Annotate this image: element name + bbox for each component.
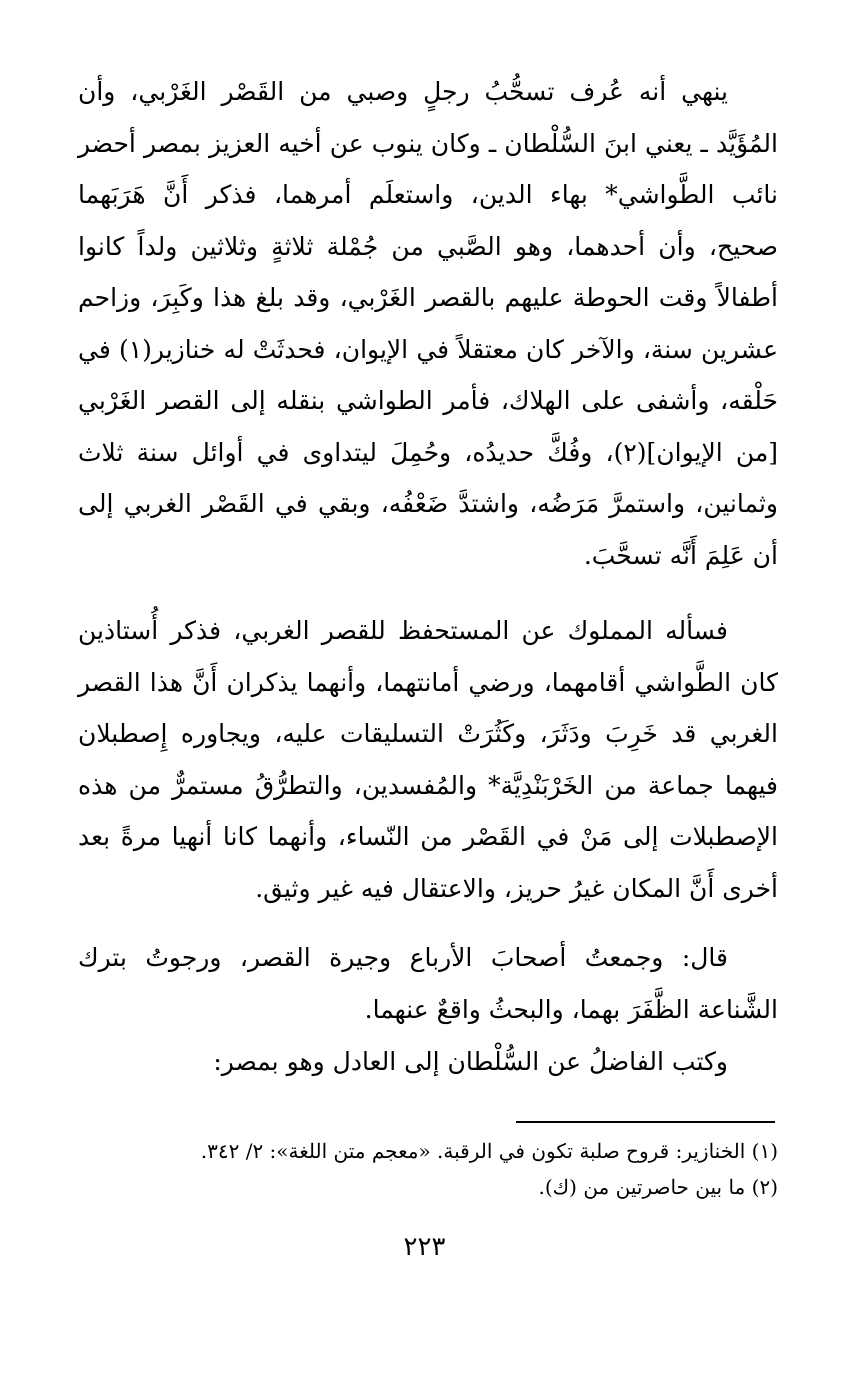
paragraph-text: فسأله المملوك عن المستحفظ للقصر الغربي، فذكر أُستاذين كان الطَّواشي أقامهما، ورضي أمانتهما، وأنهما يذكران أَنَّ هذا القصر الغربي قد خَرِبَ ودَثَرَ، وكَثُرَتْ التسليقات عليه، ويجاوره إِصطبلان فيهما جماعة من الخَرْبَنْدِيَّة* والمُفسدين، والتطرُّقُ مستمرٌّ من هذه الإصطبلات إلى مَنْ في القَصْر من النّساء، وأنهما كانا أنهيا مرةً بعد أخرى أَنَّ المكان غيرُ حريز، والاعتقال فيه غير وثيق.	[78, 616, 778, 903]
body-paragraph-1	[78, 66, 778, 581]
footnote-separator	[516, 1121, 775, 1123]
body-paragraph-2	[78, 605, 778, 914]
footnote-2: (٢) ما بين حاصرتين من (ك).	[538, 1175, 778, 1199]
page-number: ٢٢٣	[403, 1232, 446, 1262]
body-paragraph-4	[78, 1036, 778, 1088]
paragraph-text: ينهي أنه عُرف تسحُّبُ رجلٍ وصبي من القَصْر الغَرْبي، وأن المُؤَيَّد ـ يعني ابنَ السُّلْطان ـ وكان ينوب عن أخيه العزيز بمصر أحضر نائب الطَّواشي* بهاء الدين، واستعلَم أمرهما، فذكر أَنَّ هَرَبَهما صحيح، وأن أحدهما، وهو الصَّبي من جُمْلة ثلاثةٍ وثلاثين ولداً كانوا أطفالاً وقت الحوطة عليهم بالقصر الغَرْبي، وقد بلغ هذا وكَبِرَ، وزاحم عشرين سنة، والآخر كان معتقلاً في الإيوان، فحدثَتْ له خنازير(١) في حَلْقه، وأشفى على الهلاك، فأمر الطواشي بنقله إلى القصر الغَرْبي [من الإيوان](٢)، وفُكَّ حديدُه، وحُمِلَ ليتداوى في أوائل سنة ثلاث وثمانين، واستمرَّ مَرَضُه، واشتدَّ ضَعْفُه، وبقي في القَصْر الغربي إلى أن عَلِمَ أَنَّه تسحَّبَ.	[78, 77, 778, 570]
footnote-1: (١) الخنازير: قروح صلبة تكون في الرقبة. «معجم متن اللغة»: ٢/ ٣٤٢.	[200, 1139, 778, 1163]
paragraph-text: قال: وجمعتُ أصحابَ الأرباع وجيرة القصر، ورجوتُ بترك الشَّناعة الظَّفَرَ بهما، والبحثُ واقعٌ عنهما.	[78, 943, 778, 1024]
body-paragraph-3	[78, 932, 778, 1035]
footnotes	[78, 1133, 778, 1205]
paragraph-text: وكتب الفاضلُ عن السُّلْطان إلى العادل وهو بمصر:	[213, 1047, 728, 1076]
